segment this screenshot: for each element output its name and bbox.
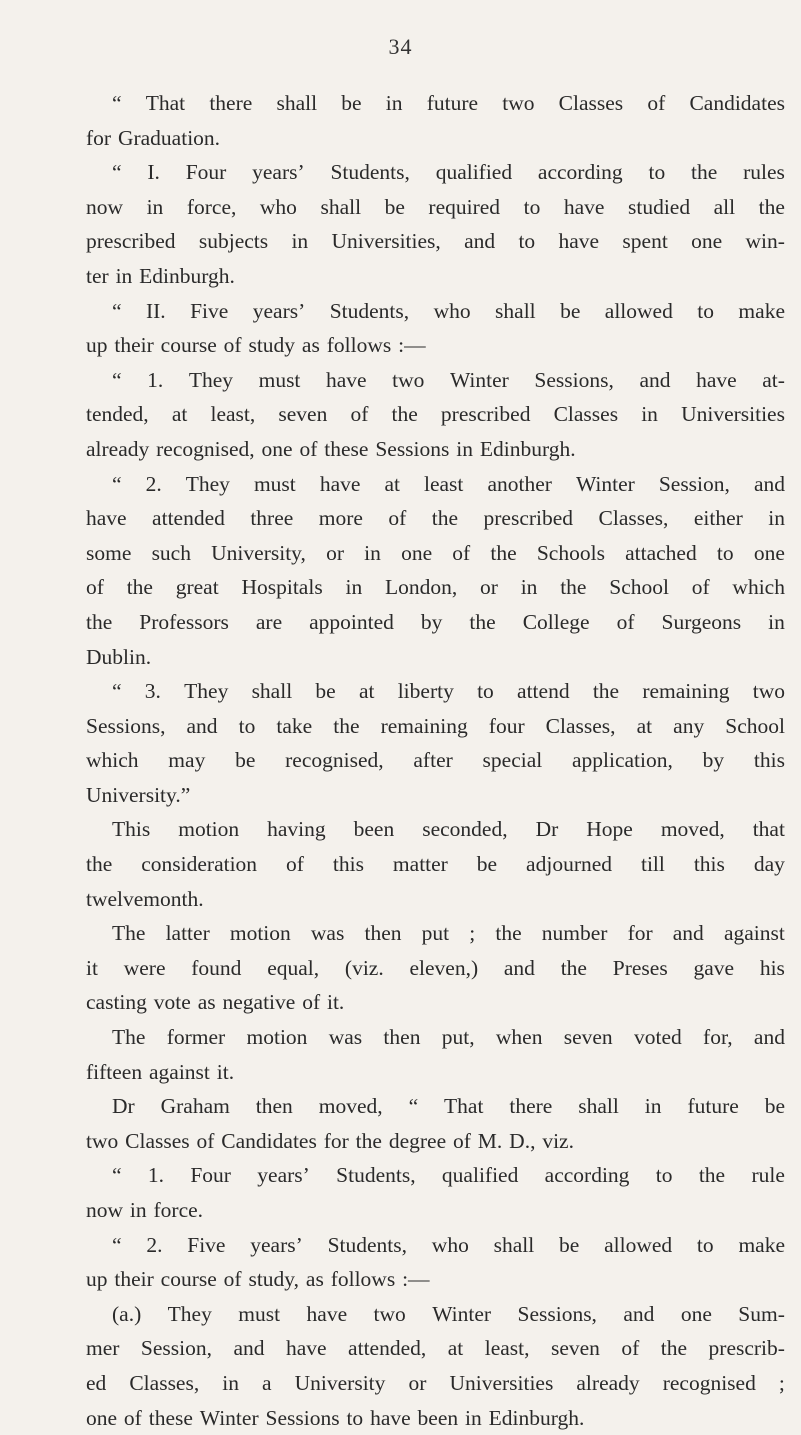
text-line: already recognised, one of these Sessions in Edinburgh. [86, 436, 576, 461]
text-line: “ 1. They must have two Winter Sessions, and have at- [112, 367, 785, 392]
text-line: Dublin. [86, 644, 152, 669]
text-line: it were found equal, (viz. eleven,) and the Preses gave his [86, 955, 785, 980]
text-line: “ I. Four years’ Students, qualified according to the rules [112, 160, 785, 185]
text-line: for Graduation. [86, 125, 221, 150]
text-line: up their course of study, as follows :— [86, 1267, 430, 1292]
body-text [86, 86, 785, 1435]
text-line: ter in Edinburgh. [86, 263, 235, 288]
text-line: This motion having been seconded, Dr Hope moved, that [112, 817, 785, 842]
text-line: up their course of study as follows :— [86, 333, 426, 358]
text-line: twelvemonth. [86, 886, 204, 911]
text-line: “ 3. They shall be at liberty to attend the remaining two [112, 679, 785, 704]
text-line: The former motion was then put, when seven voted for, and [112, 1025, 785, 1050]
text-line: of the great Hospitals in London, or in the School of which [86, 575, 785, 600]
text-line: fifteen against it. [86, 1059, 235, 1084]
text-line: mer Session, and have attended, at least, seven of the prescrib- [86, 1336, 785, 1361]
text-line: which may be recognised, after special application, by this [86, 748, 785, 773]
text-line: the consideration of this matter be adjourned till this day [86, 852, 785, 877]
text-line: now in force, who shall be required to have studied all the [86, 194, 785, 219]
text-line: The latter motion was then put ; the number for and against [112, 921, 785, 946]
text-line: the Professors are appointed by the College of Surgeons in [86, 609, 785, 634]
text-line: some such University, or in one of the Schools attached to one [86, 540, 785, 565]
text-line: tended, at least, seven of the prescribed Classes in Universities [86, 402, 785, 427]
text-line: “ 2. They must have at least another Winter Session, and [112, 471, 785, 496]
text-line: “ II. Five years’ Students, who shall be allowed to make [112, 298, 785, 323]
text-line: “ 1. Four years’ Students, qualified according to the rule [112, 1163, 785, 1188]
text-line: now in force. [86, 1198, 204, 1222]
text-line: one of these Winter Sessions to have been in Edinburgh. [86, 1405, 585, 1430]
text-line: Sessions, and to take the remaining four Classes, at any School [86, 713, 785, 738]
text-line: “ That there shall be in future two Classes of Candidates [112, 91, 785, 115]
text-line: casting vote as negative of it. [86, 990, 345, 1015]
text-line: two Classes of Candidates for the degree of M. D., viz. [86, 1128, 574, 1153]
text-line: prescribed subjects in Universities, and to have spent one win- [86, 229, 785, 254]
text-line: (a.) They must have two Winter Sessions, and one Sum- [112, 1301, 785, 1326]
text-line: “ 2. Five years’ Students, who shall be allowed to make [112, 1232, 785, 1257]
page-number: 34 [388, 34, 413, 59]
text-line: ed Classes, in a University or Universities already recognised ; [86, 1370, 785, 1395]
text-line: have attended three more of the prescribed Classes, either in [86, 506, 785, 531]
text-line: University.” [86, 782, 191, 807]
text-line: Dr Graham then moved, “ That there shall in future be [112, 1094, 785, 1119]
